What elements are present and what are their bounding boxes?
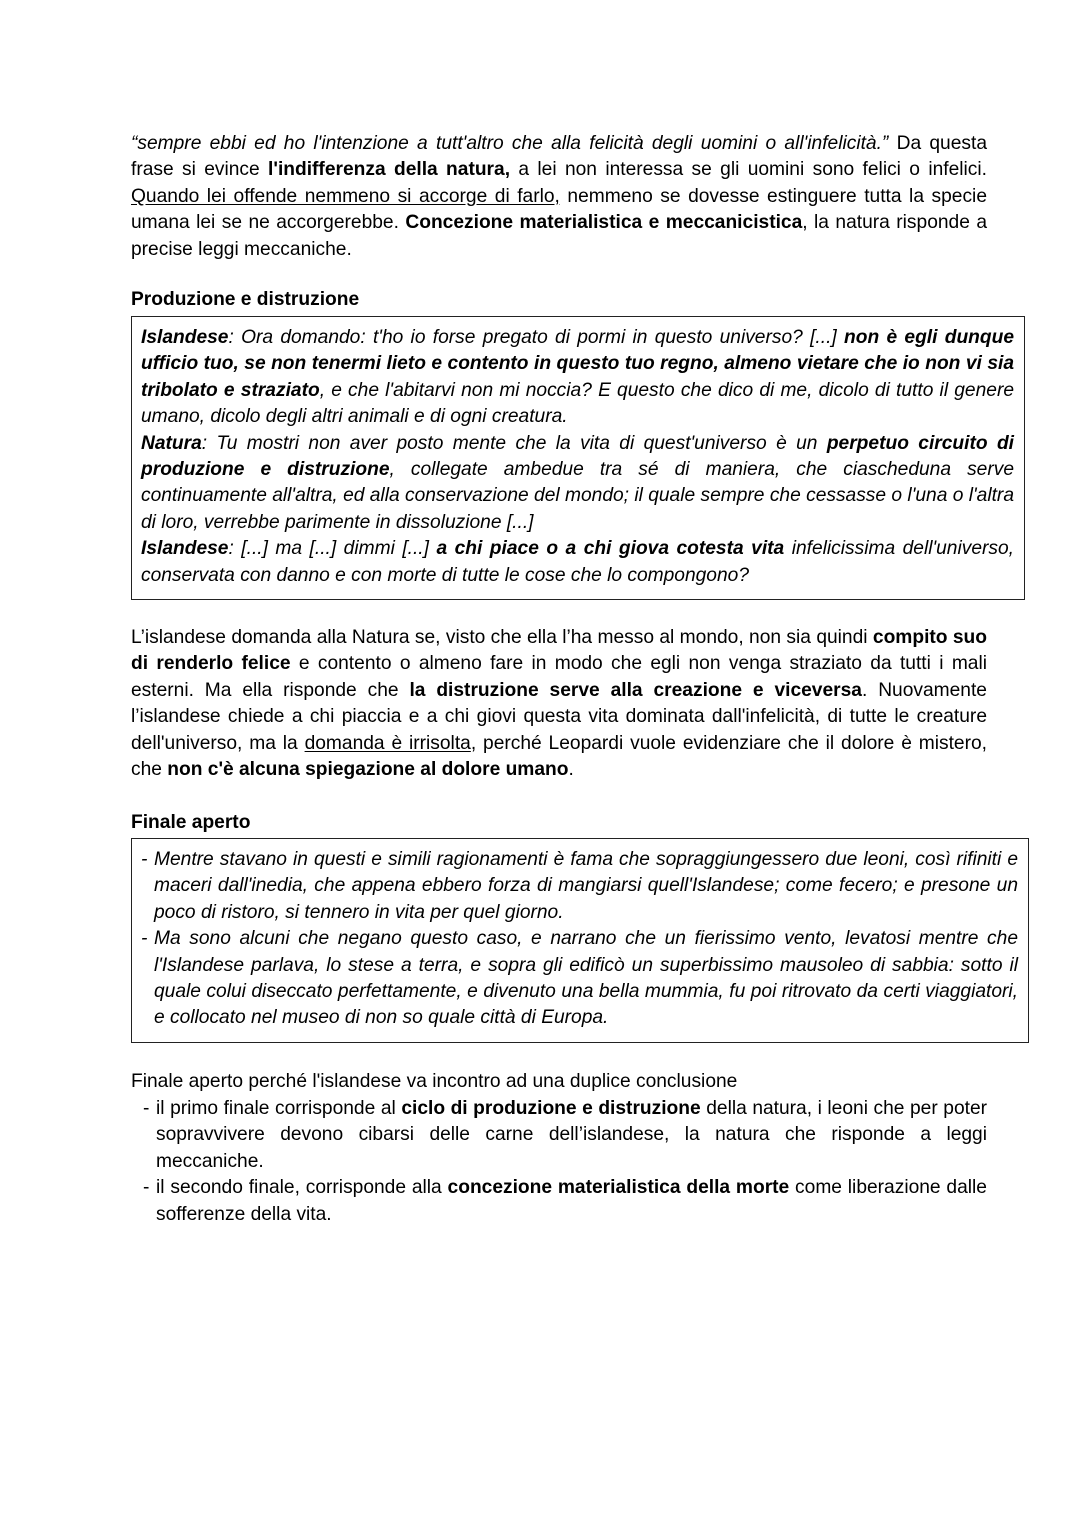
conclusion-list	[143, 1096, 987, 1228]
list-item: - il primo finale corrisponde al ciclo di produzione e distruzione della natura, i leoni che per poter sopravvivere devono cibarsi delle carne dell’islandese, la natura che risponde a leggi meccaniche.	[143, 1096, 987, 1175]
finale-quote-item: - Ma sono alcuni che negano questo caso, e narrano che un fierissimo vento, levatosi mentre che l'Islandese parlava, lo stese a terra, e sopra gli edificò un superbissimo mausoleo di sabbia: sotto il quale colui diseccato perfettamente, e divenuto una bella mummia, fu poi ritrovato da certi viaggiatori, e collocato nel museo di non so quale città di Europa.	[141, 926, 1018, 1032]
dialogue-natura: Natura: Tu mostri non aver posto mente che la vita di quest'universo è un perpetuo circuito di produzione e distruzione, collegate ambedue tra sé di maniera, che ciascheduna serve continuamente all'altra, ed alla conservazione del mondo; il quale sempre che cessasse o l'una o l'altra di loro, verrebbe parimente in dissoluzione [...]	[141, 432, 1015, 533]
dialogue-islandese-2: Islandese: [...] ma [...] dimmi [...] a chi piace o a chi giova cotesta vita infelicissima dell'universo, conservata con danno e con morte di tutte le cose che lo compongono?	[141, 538, 1014, 586]
conclusion-intro: Finale aperto perché l'islandese va incontro ad una duplice conclusione	[131, 1071, 738, 1092]
paragraph-intro: “sempre ebbi ed ho l'intenzione a tutt'altro che alla felicità degli uomini o all'infelicità.” Da questa frase si evince l'indifferenza della natura, a lei non interessa se gli uomini sono felici o infelici. Quando lei offende nemmeno si accorge di farlo, nemmeno se dovesse estinguere tutta la specie umana lei se ne accorgerebbe. Concezione materialistica e meccanicistica, la natura risponde a precise leggi meccaniche.	[131, 133, 987, 260]
list-item: - il secondo finale, corrisponde alla concezione materialistica della morte come liberazione dalle sofferenze della vita.	[143, 1175, 987, 1228]
section-heading-produzione: Produzione e distruzione	[131, 289, 360, 310]
quote-box-dialogue	[131, 316, 1025, 600]
dialogue-islandese-1: Islandese: Ora domando: t'ho io forse pregato di pormi in questo universo? [...] non è egli dunque ufficio tuo, se non tenermi lieto e contento in questo tuo regno, almeno vietare che io non vi sia tribolato e straziato, e che l'abitarvi non mi noccia? E questo che dico di me, dicolo di tutto il genere umano, dicolo degli altri animali e di ogni creatura.	[141, 327, 1015, 428]
section-heading-finale: Finale aperto	[131, 812, 251, 833]
paragraph-explanation: L’islandese domanda alla Natura se, visto che ella l’ha messo al mondo, non sia quindi compito suo di renderlo felice e contento o almeno fare in modo che egli non venga straziato da tutti i mali esterni. Ma ella risponde che la distruzione serve alla creazione e viceversa. Nuovamente l’islandese chiede a chi piaccia e a chi giovi questa vita dominata dall'infelicità, di tutte le creature dell'universo, ma la domanda è irrisolta, perché Leopardi vuole evidenziare che il dolore è mistero, che non c'è alcuna spiegazione al dolore umano.	[131, 627, 988, 781]
finale-quote-item: - Mentre stavano in questi e simili ragionamenti è fama che sopraggiungessero due leoni, così rifiniti e maceri dall'inedia, che appena ebbero forza di mangiarsi quell'Islandese; come fecero; e presone un poco di ristoro, si tennero in vita per quel giorno.	[141, 847, 1018, 926]
quote-box-finale	[131, 838, 1029, 1043]
quote-text: “sempre ebbi ed ho l'intenzione a tutt'altro che alla felicità degli uomini o all'infelicità.”	[131, 133, 889, 154]
